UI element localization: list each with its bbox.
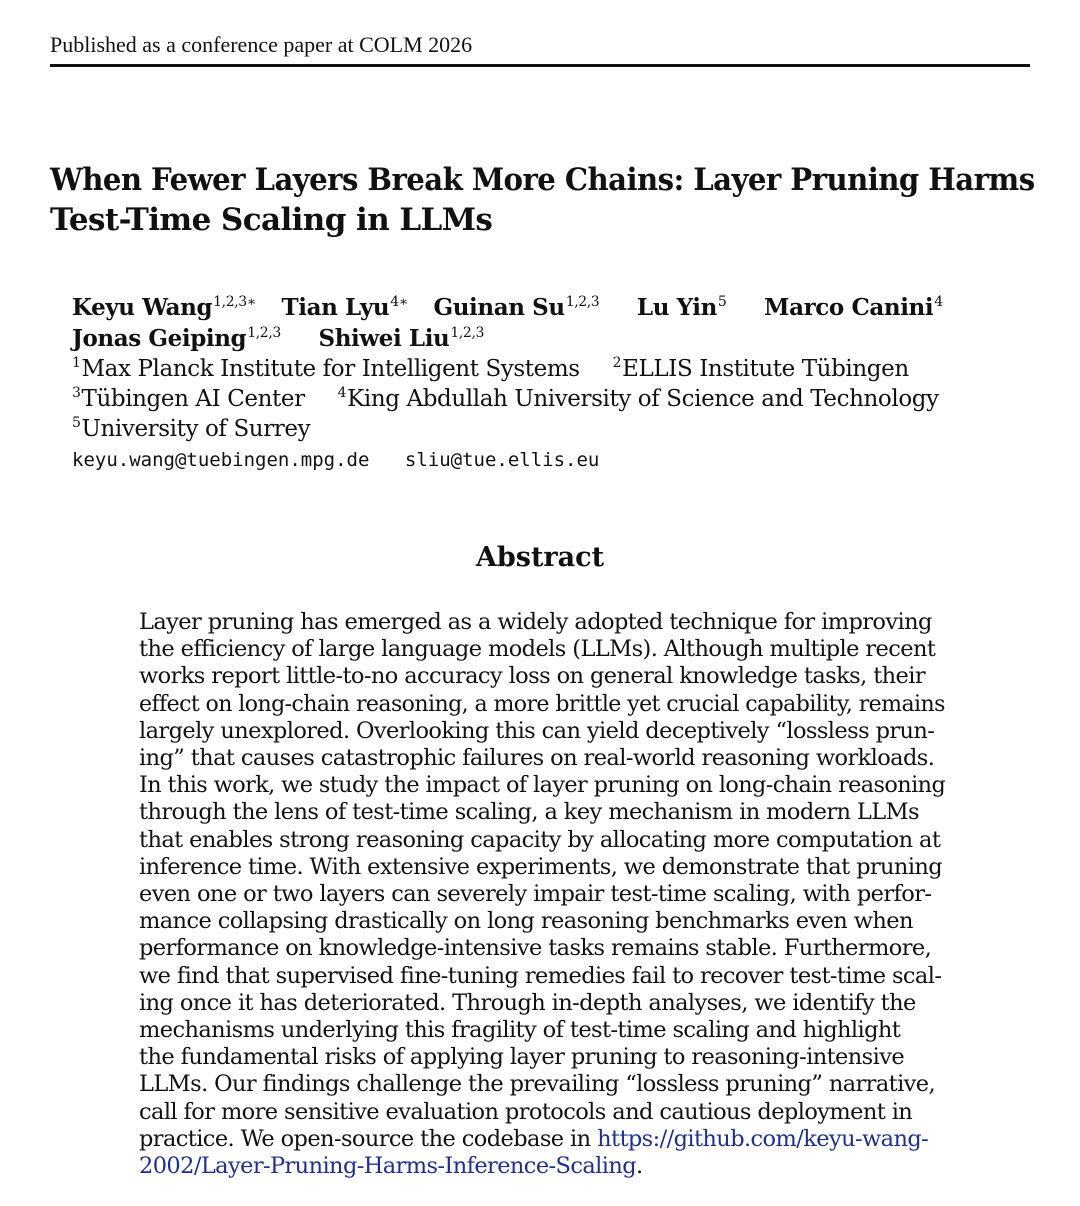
abstract-text: practice. We open-source the codebase in (139, 1125, 598, 1152)
affiliation-name: ELLIS Institute Tübingen (622, 356, 909, 382)
author-row-1 (72, 292, 1032, 323)
title-line-1: When Fewer Layers Break More Chains: Layer Pruning Harms (50, 162, 1035, 198)
abstract-line: that enables strong reasoning capacity by allocating more computation at (139, 826, 941, 853)
affiliation-number: 1 (72, 355, 81, 371)
abstract-line: even one or two layers can severely impair test-time scaling, with perfor- (139, 881, 932, 908)
author-affil-sup: 1,2,3 (565, 294, 600, 310)
affiliation-row-1 (72, 354, 1032, 384)
abstract-line: we find that supervised fine-tuning remedies fail to recover test-time scal- (139, 962, 942, 989)
affiliation-name: Tübingen AI Center (81, 386, 305, 412)
email-shiwei-liu[interactable]: sliu@tue.ellis.eu (404, 449, 600, 471)
affiliation-name: University of Surrey (81, 416, 311, 442)
affiliation-number: 5 (72, 415, 81, 431)
author-name: Lu Yin (636, 294, 717, 321)
author-shiwei-liu (318, 325, 484, 352)
author-affil-sup: 5 (717, 294, 727, 310)
author-marco-canini (764, 294, 943, 321)
affiliation-name: King Abdullah University of Science and Technology (347, 386, 939, 412)
author-block (72, 292, 1032, 476)
author-name: Tian Lyu (281, 294, 390, 321)
abstract-line: the efficiency of large language models (LLMs). Although multiple recent (139, 636, 936, 663)
abstract-text: . (636, 1153, 643, 1180)
github-link-continued[interactable]: 2002/Layer-Pruning-Harms-Inference-Scaling (139, 1153, 637, 1180)
author-name: Marco Canini (764, 294, 934, 321)
author-name: Keyu Wang (72, 294, 213, 321)
abstract-line: ing” that causes catastrophic failures on real-world reasoning workloads. (139, 745, 935, 772)
author-affil-sup: 4 (934, 294, 943, 310)
abstract-line-link (139, 1153, 945, 1180)
abstract-line-link (139, 1126, 945, 1153)
affiliation-4 (338, 386, 939, 412)
abstract-line: In this work, we study the impact of layer pruning on long-chain reasoning (139, 772, 946, 799)
github-link[interactable]: https://github.com/keyu-wang- (597, 1125, 929, 1152)
affiliation-2 (613, 356, 909, 382)
affiliation-3 (72, 386, 305, 412)
author-affil-sup: 1,2,3 (247, 325, 281, 341)
abstract-line: LLMs. Our findings challenge the prevailing “lossless pruning” narrative, (139, 1071, 936, 1098)
abstract-line: Layer pruning has emerged as a widely adopted technique for improving (139, 609, 932, 635)
author-keyu-wang (72, 294, 256, 321)
abstract-line: performance on knowledge-intensive tasks remains stable. Furthermore, (139, 935, 932, 962)
author-name: Guinan Su (433, 294, 565, 321)
affiliation-row-2 (72, 384, 1032, 414)
running-header (50, 30, 1030, 67)
affiliation-number: 4 (337, 385, 347, 401)
author-affil-sup: 4∗ (390, 294, 408, 310)
paper-title (50, 160, 1040, 240)
abstract-line: the fundamental risks of applying layer pruning to reasoning-intensive (139, 1044, 905, 1071)
abstract-line: call for more sensitive evaluation protocols and cautious deployment in (139, 1098, 913, 1125)
affiliation-number: 2 (612, 355, 622, 371)
abstract-line: largely unexplored. Overlooking this can yield deceptively “lossless prun- (139, 717, 935, 744)
affiliation-number: 3 (72, 385, 81, 401)
author-affil-sup: 1,2,3∗ (213, 294, 256, 310)
affiliation-name: Max Planck Institute for Intelligent Systems (81, 356, 580, 382)
abstract-line: effect on long-chain reasoning, a more brittle yet crucial capability, remains (139, 690, 945, 717)
abstract-line: mance collapsing drastically on long reasoning benchmarks even when (139, 908, 913, 935)
affiliation-row-3 (72, 414, 1032, 444)
author-lu-yin (637, 294, 727, 321)
author-tian-lyu (282, 294, 408, 321)
affiliation-1 (72, 356, 580, 382)
abstract-line: works report little-to-no accuracy loss on general knowledge tasks, their (139, 663, 925, 690)
email-keyu-wang[interactable]: keyu.wang@tuebingen.mpg.de (72, 449, 370, 471)
affiliation-5 (72, 416, 310, 442)
abstract-line: inference time. With extensive experiments, we demonstrate that pruning (139, 853, 943, 880)
author-guinan-su (433, 294, 599, 321)
title-line-2: Test-Time Scaling in LLMs (50, 202, 493, 238)
author-affil-sup: 1,2,3 (450, 325, 484, 341)
abstract-line: ing once it has deteriorated. Through in-depth analyses, we identify the (139, 989, 916, 1016)
author-jonas-geiping (72, 325, 281, 352)
abstract-line: through the lens of test-time scaling, a key mechanism in modern LLMs (139, 799, 920, 826)
abstract-heading: Abstract (475, 542, 605, 573)
header-text: Published as a conference paper at COLM 2026 (50, 32, 473, 57)
abstract-body (139, 609, 945, 1180)
email-row (72, 444, 1032, 476)
author-name: Jonas Geiping (72, 325, 247, 352)
author-name: Shiwei Liu (318, 325, 450, 352)
author-row-2 (72, 323, 1032, 354)
abstract-line: mechanisms underlying this fragility of test-time scaling and highlight (139, 1017, 901, 1044)
